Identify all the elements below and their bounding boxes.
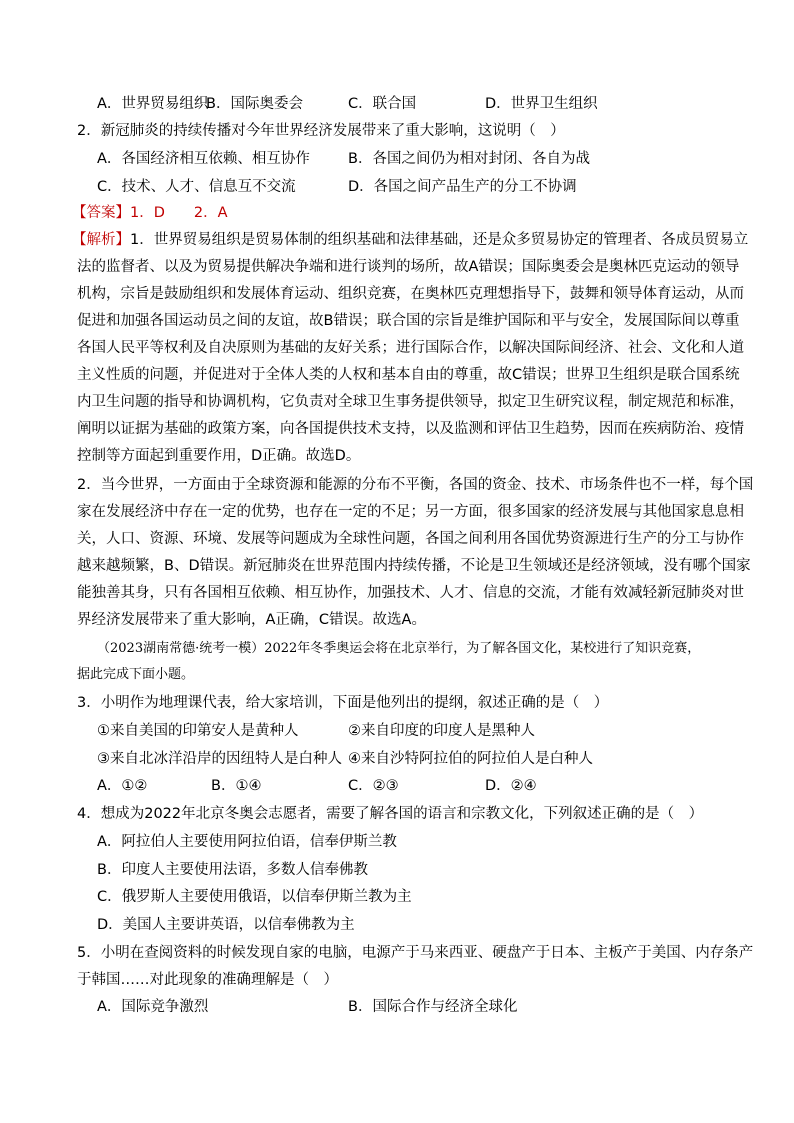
- analysis-line: 机构，宗旨是鼓励组织和发展体育运动、组织竞赛，在奥林匹克理想指导下，鼓舞和领导体育运动，从而: [77, 286, 744, 302]
- q3-item-3: ③来自北冰洋沿岸的因纽特人是白种人: [97, 751, 342, 767]
- group-intro: （2023湖南常德·统考一模）2022年冬季奥运会将在北京举行，为了解各国文化，某校进行了知识竞赛，: [97, 641, 701, 656]
- analysis-line: 界经济发展带来了重大影响，A正确，C错误。故选A。: [77, 612, 426, 628]
- q5-stem: 5．小明在查阅资料的时候发现自家的电脑，电源产于马来西亚、硬盘产于日本、主板产于美国、内存条产: [77, 945, 754, 961]
- analysis-line: 2．当今世界，一方面由于全球资源和能源的分布不平衡，各国的资金、技术、市场条件也不一样，每个国: [77, 477, 754, 493]
- analysis-line: 主义性质的问题，并促进对于全体人类的人权和基本自由的尊重，故C错误；世界卫生组织是联合国系统: [77, 367, 740, 383]
- answer-line: [72, 203, 228, 223]
- q3-item-1: ①来自美国的印第安人是黄种人: [97, 723, 299, 739]
- analysis-label: 【解析】: [72, 232, 130, 248]
- analysis-line: 越来越频繁，B、D错误。新冠肺炎在世界范围内持续传播，不论是卫生领域还是经济领域，没有哪个国家: [77, 558, 751, 574]
- analysis-line: 促进和加强各国运动员之间的友谊，故B错误；联合国的宗旨是维护国际和平与安全，发展国际间以尊重: [77, 313, 740, 329]
- answer-label: 【答案】: [72, 205, 130, 221]
- q5-option-a: A．国际竞争激烈: [97, 999, 209, 1015]
- q1-option-c: C．联合国: [348, 96, 417, 112]
- q3-item-2: ②来自印度的印度人是黑种人: [348, 723, 535, 739]
- q1-option-d: D．世界卫生组织: [485, 96, 598, 112]
- q2-option-d: D．各国之间产品生产的分工不协调: [348, 179, 577, 195]
- q3-option-d: D．②④: [485, 778, 537, 794]
- q3-option-a: A．①②: [97, 778, 148, 794]
- q4-option-b: B．印度人主要使用法语，多数人信奉佛教: [97, 862, 368, 878]
- q2-stem: 2．新冠肺炎的持续传播对今年世界经济发展带来了重大影响，这说明（ ）: [77, 123, 565, 139]
- q1-option-b: B．国际奥委会: [206, 96, 303, 112]
- q1-option-a: A．世界贸易组织: [97, 96, 209, 112]
- q4-option-d: D．美国人主要讲英语，以信奉佛教为主: [97, 917, 355, 933]
- analysis-line: 关，人口、资源、环境、发展等问题成为全球性问题，各国之间利用各国优势资源进行生产的分工与协作: [77, 531, 744, 547]
- q3-option-c: C．②③: [348, 778, 399, 794]
- q2-option-b: B．各国之间仍为相对封闭、各自为战: [348, 151, 590, 167]
- q5-option-b: B．国际合作与经济全球化: [348, 999, 518, 1015]
- analysis-line: 内卫生问题的指导和协调机构，它负责对全球卫生事务提供领导，拟定卫生研究议程，制定规范和标准，: [77, 394, 744, 410]
- analysis-line: 法的监督者、以及为贸易提供解决争端和进行谈判的场所，故A错误；国际奥委会是奥林匹克运动的领导: [77, 259, 740, 275]
- analysis-line: 控制等方面起到重要作用，D正确。故选D。: [77, 448, 361, 464]
- q3-stem: 3．小明作为地理课代表，给大家培训，下面是他列出的提纲，叙述正确的是（ ）: [77, 695, 609, 711]
- q4-stem: 4．想成为2022年北京冬奥会志愿者，需要了解各国的语言和宗教文化，下列叙述正确的是（ ）: [77, 806, 704, 822]
- analysis-text: 1．世界贸易组织是贸易体制的组织基础和法律基础，还是众多贸易协定的管理者、各成员贸易立: [130, 232, 749, 248]
- answer-text: 1．D 2．A: [130, 205, 228, 221]
- analysis-line: 阐明以证据为基础的政策方案，向各国提供技术支持，以及监测和评估卫生趋势，因而在疾病防治、疫情: [77, 421, 744, 437]
- q2-option-a: A．各国经济相互依赖、相互协作: [97, 151, 310, 167]
- analysis-line: [72, 230, 748, 250]
- q3-item-4: ④来自沙特阿拉伯的阿拉伯人是白种人: [348, 751, 593, 767]
- q4-option-a: A．阿拉伯人主要使用阿拉伯语，信奉伊斯兰教: [97, 834, 397, 850]
- group-intro: 据此完成下面小题。: [77, 667, 195, 682]
- analysis-line: 能独善其身，只有各国相互依赖、相互协作，加强技术、人才、信息的交流，才能有效减轻新冠肺炎对世: [77, 585, 744, 601]
- analysis-line: 家在发展经济中存在一定的优势，也存在一定的不足；另一方面，很多国家的经济发展与其他国家息息相: [77, 504, 744, 520]
- q5-stem: 于韩国……对此现象的准确理解是（ ）: [77, 972, 338, 988]
- q4-option-c: C．俄罗斯人主要使用俄语，以信奉伊斯兰教为主: [97, 889, 412, 905]
- q2-option-c: C．技术、人才、信息互不交流: [97, 179, 296, 195]
- analysis-line: 各国人民平等权利及自决原则为基础的友好关系；进行国际合作，以解决国际间经济、社会、文化和人道: [77, 340, 744, 356]
- q3-option-b: B．①④: [211, 778, 262, 794]
